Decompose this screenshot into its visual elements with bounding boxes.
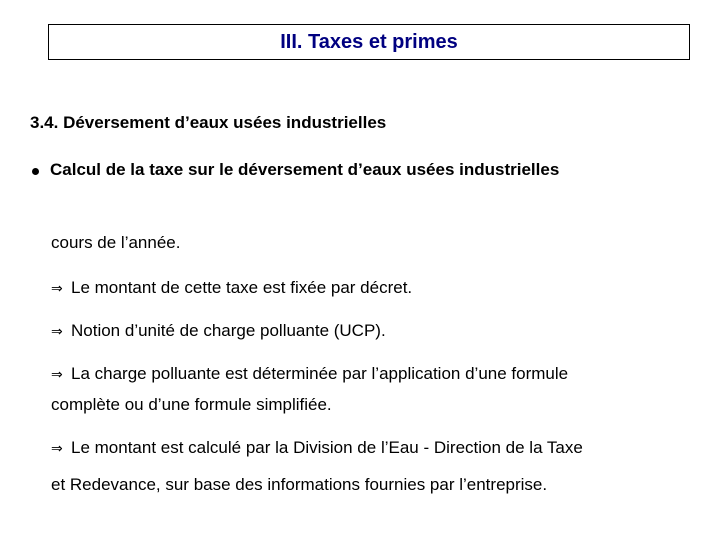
point-4 [51, 433, 583, 500]
point-2-line-1: Notion d’unité de charge polluante (UCP). [71, 321, 386, 340]
point-3-line-1: La charge polluante est déterminée par l’application d’une formule [71, 364, 569, 383]
point-1-line-1: Le montant de cette taxe est fixée par décret. [71, 278, 413, 297]
point-2 [51, 316, 386, 347]
implies-arrow-icon: ⇒ [51, 367, 63, 383]
point-3-line-2: complète ou d’une formule simplifiée. [51, 395, 332, 414]
intro-text: cours de l’année. [51, 233, 181, 252]
section-heading: 3.4. Déversement d’eaux usées industrielles [30, 113, 387, 132]
implies-arrow-icon: ⇒ [51, 441, 63, 457]
point-1 [51, 273, 412, 304]
bullet-dot-icon [32, 168, 39, 175]
point-4-line-1: Le montant est calculé par la Division de l’Eau - Direction de la Taxe [71, 438, 583, 457]
implies-arrow-icon: ⇒ [51, 281, 63, 297]
slide-title-box [48, 24, 690, 60]
point-3 [51, 359, 568, 420]
bullet-text: Calcul de la taxe sur le déversement d’eaux usées industrielles [50, 160, 560, 179]
point-4-line-2: et Redevance, sur base des informations fournies par l’entreprise. [51, 475, 548, 494]
slide-title: III. Taxes et primes [280, 30, 458, 53]
implies-arrow-icon: ⇒ [51, 324, 63, 340]
bullet-item [30, 160, 559, 180]
